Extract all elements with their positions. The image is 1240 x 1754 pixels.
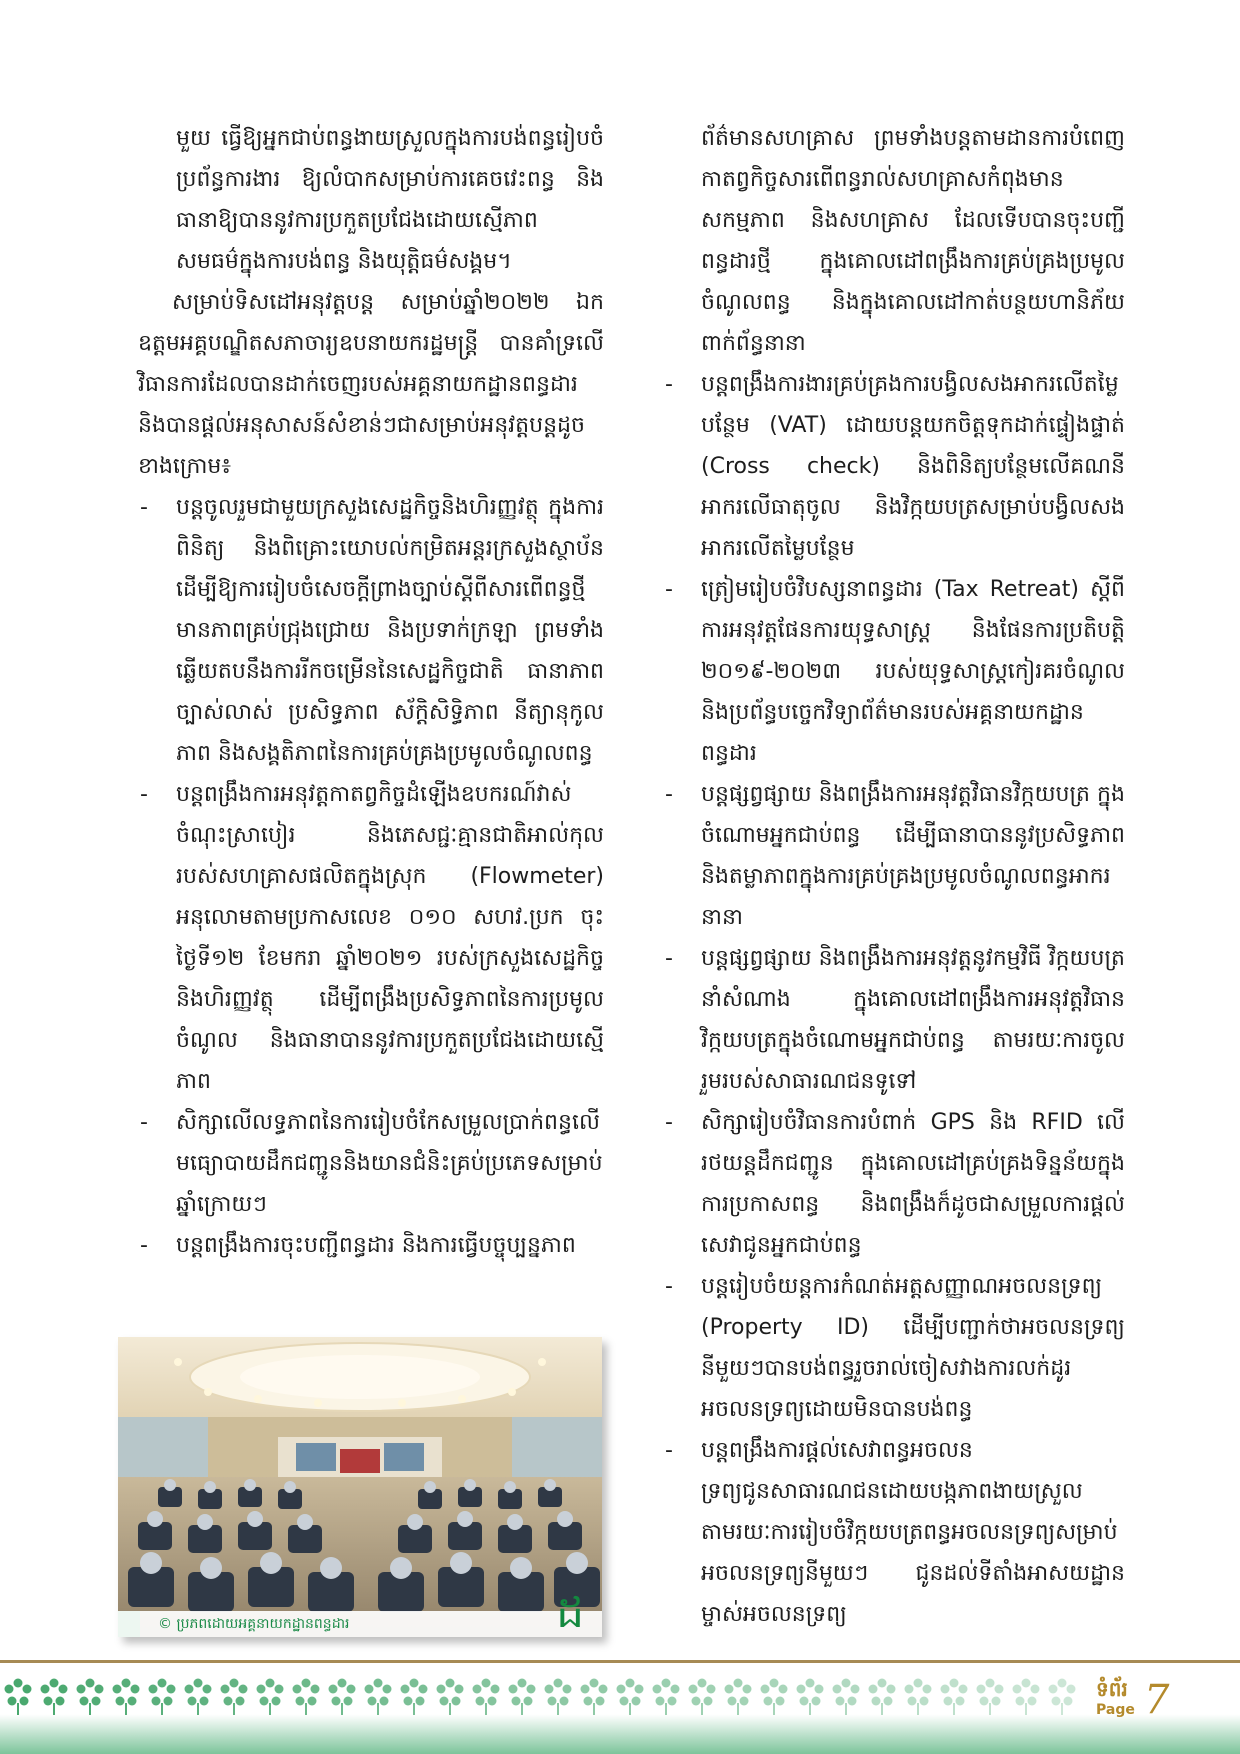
bullet-text: សិក្សាលើលទ្ធភាពនៃការរៀបចំកែសម្រួលប្រាក់ពន្ធលើមធ្យោបាយដឹកជញ្ជូននិងយានជំនិះគ្រប់ប្រភេទសម្រាប់ឆ្នាំក្រោយៗ [176, 1110, 603, 1217]
floral-ornament-icon [833, 1679, 860, 1716]
floral-ornament-icon [473, 1679, 500, 1716]
list-item [138, 774, 604, 1102]
dash-marker: - [665, 1438, 673, 1463]
bullet-text: បន្តចូលរួមជាមួយក្រសួងសេដ្ឋកិច្ចនិងហិរញ្ញវត្ថុ ក្នុងការពិនិត្យ និងពិគ្រោះយោបល់កម្រិតអន្តរក្រសួងស្ថាប័ន ដើម្បីឱ្យការរៀបចំសេចក្តីព្រាងច្បាប់ស្តីពីសារពើពន្ធថ្មី មានភាពគ្រប់ជ្រុងជ្រោយ និងប្រទាក់ក្រឡា ព្រមទាំងឆ្លើយតបនឹងការរីកចម្រើននៃសេដ្ឋកិច្ចជាតិ ធានាភាពច្បាស់លាស់ ប្រសិទ្ធភាព ស័ក្តិសិទ្ធិភាព នីត្យានុកូលភាព និងសង្គតិភាពនៃការគ្រប់គ្រងប្រមូលចំណូលពន្ធ [176, 495, 604, 766]
list-item [663, 1266, 1125, 1430]
bullet-text: សិក្សារៀបចំវិធានការបំពាក់ GPS និង RFID លើរថយន្តដឹកជញ្ជូន ក្នុងគោលដៅគ្រប់គ្រងទិន្នន័យក្នុងការប្រកាសពន្ធ និងពង្រឹងក៏ដូចជាសម្រួលការផ្តល់សេវាជូនអ្នកជាប់ពន្ធ [701, 1110, 1125, 1258]
left-continuation-paragraph: មួយ ធ្វើឱ្យអ្នកជាប់ពន្ធងាយស្រួលក្នុងការបង់ពន្ធរៀបចំប្រព័ន្ធការងារ ឱ្យលំបាកសម្រាប់ការគេចវេះពន្ធ និងធានាឱ្យបាននូវការប្រកួតប្រជែងដោយស្មើភាព សមធម៌ក្នុងការបង់ពន្ធ និងយុត្តិធម៌សង្គម។ [176, 126, 604, 274]
list-item [138, 1225, 604, 1266]
floral-ornament-icon [401, 1679, 428, 1716]
conference-room-illustration [118, 1337, 602, 1637]
left-column [138, 118, 604, 1266]
floral-ornament-icon [941, 1679, 968, 1716]
left-bullet-list [138, 487, 604, 1266]
bullet-text: បន្តពង្រឹងការងារគ្រប់គ្រងការបង្វិលសងអាករលើតម្លៃបន្ថែម (VAT) ដោយបន្តយកចិត្តទុកដាក់ផ្ទៀងផ្ទាត់ (Cross check) និងពិនិត្យបន្ថែមលើគណនីអាករលើធាតុចូល និងវិក្កយបត្រសម្រាប់បង្វិលសងអាករលើតម្លៃបន្ថែម [701, 372, 1125, 561]
floral-ornament-icon [113, 1679, 140, 1716]
list-item [663, 1430, 1125, 1635]
floral-ornament-icon [329, 1679, 356, 1716]
floral-ornament-icon [1049, 1679, 1076, 1716]
floral-ornament-icon [293, 1679, 320, 1716]
floral-ornament-icon [977, 1679, 1004, 1716]
footer-rule [0, 1660, 1240, 1663]
floral-ornament-icon [689, 1679, 716, 1716]
floral-ornament-icon [257, 1679, 284, 1716]
page-number: 7 [1144, 1677, 1170, 1723]
floral-ornament-icon [149, 1679, 176, 1716]
floral-ornament-icon [869, 1679, 896, 1716]
dash-marker: - [140, 782, 148, 807]
bullet-text: បន្តផ្សព្វផ្សាយ និងពង្រឹងការអនុវត្តនូវកម្មវិធី វិក្កយបត្រនាំសំណាង ក្នុងគោលដៅពង្រឹងការអនុវត្តវិធានវិក្កយបត្រក្នុងចំណោមអ្នកជាប់ពន្ធ តាមរយៈការចូលរួមរបស់សាធារណជនទូទៅ [701, 946, 1125, 1094]
floral-ornament-icon [41, 1679, 68, 1716]
photo-caption: © ប្រភពដោយអគ្គនាយកដ្ឋានពន្ធដារ [118, 1611, 602, 1637]
floral-ornament-icon [653, 1679, 680, 1716]
dash-marker: - [665, 372, 673, 397]
floral-ornament-icon [0, 1669, 1080, 1719]
tax-department-logo-icon: ដ [556, 1587, 584, 1637]
bullet-text: បន្តពង្រឹងការចុះបញ្ជីពន្ធដារ និងការធ្វើបច្ចុប្បន្នភាព [176, 1233, 576, 1258]
floral-ornament-icon [509, 1679, 536, 1716]
dash-marker: - [665, 1274, 673, 1299]
page-label-khmer: ទំព័រ [1096, 1677, 1128, 1701]
floral-ornament-icon [725, 1679, 752, 1716]
dash-marker: - [140, 495, 148, 520]
floral-ornament-icon [77, 1679, 104, 1716]
bullet-text: បន្តផ្សព្វផ្សាយ និងពង្រឹងការអនុវត្តវិធានវិក្កយបត្រ ក្នុងចំណោមអ្នកជាប់ពន្ធ ដើម្បីធានាបាននូវប្រសិទ្ធភាព និងតម្លាភាពក្នុងការគ្រប់គ្រងប្រមូលចំណូលពន្ធអាករនានា [701, 782, 1125, 930]
dash-marker: - [665, 577, 673, 602]
list-item [663, 569, 1125, 774]
floral-ornament-icon [185, 1679, 212, 1716]
bullet-text: ត្រៀមរៀបចំវិបស្សនាពន្ធដារ (Tax Retreat) ស្តីពីការអនុវត្តផែនការយុទ្ធសាស្ត្រ និងផែនការប្រតិបត្តិ ២០១៩-២០២៣ របស់យុទ្ធសាស្ត្រកៀរគរចំណូល និងប្រព័ន្ធបច្ចេកវិទ្យាព័ត៌មានរបស់អគ្គនាយកដ្ឋានពន្ធដារ [701, 577, 1125, 766]
floral-ornament-icon [617, 1679, 644, 1716]
floral-ornament-icon [797, 1679, 824, 1716]
floral-ornament-icon [581, 1679, 608, 1716]
list-item [663, 938, 1125, 1102]
floral-ornament-icon [1013, 1679, 1040, 1716]
floral-ornament-icon [905, 1679, 932, 1716]
page-number-block [1096, 1676, 1226, 1736]
list-item [663, 364, 1125, 569]
bullet-text: បន្តពង្រឹងការអនុវត្តកាតព្វកិច្ចដំឡើងឧបករណ៍វាស់ចំណុះស្រាបៀរ និងភេសជ្ជៈគ្មានជាតិអាល់កុលរបស់សហគ្រាសផលិតក្នុងស្រុក (Flowmeter) អនុលោមតាមប្រកាសលេខ ០១០ សហវ.ប្រក ចុះថ្ងៃទី១២ ខែមករា ឆ្នាំ២០២១ របស់ក្រសួងសេដ្ឋកិច្ចនិងហិរញ្ញវត្ថុ ដើម្បីពង្រឹងប្រសិទ្ធភាពនៃការប្រមូលចំណូល និងធានាបាននូវការប្រកួតប្រជែងដោយស្មើភាព [176, 782, 604, 1094]
floral-ornament-icon [5, 1679, 32, 1716]
dash-marker: - [140, 1233, 148, 1258]
floral-ornament-icon [365, 1679, 392, 1716]
floral-ornament-icon [761, 1679, 788, 1716]
right-column [663, 118, 1125, 1635]
dash-marker: - [665, 782, 673, 807]
dash-marker: - [140, 1110, 148, 1135]
page-label: Page [1096, 1702, 1135, 1718]
list-item [663, 774, 1125, 938]
bullet-text: បន្តពង្រឹងការផ្តល់សេវាពន្ធអចលនទ្រព្យជូនសាធារណជនដោយបង្កភាពងាយស្រួលតាមរយៈការរៀបចំវិក្កយបត្រពន្ធអចលនទ្រព្យសម្រាប់អចលនទ្រព្យនីមួយៗ ជូនដល់ទីតាំងអាសយដ្ឋានម្ចាស់អចលនទ្រព្យ [701, 1438, 1125, 1627]
list-item [138, 487, 604, 774]
dash-marker: - [665, 946, 673, 971]
intro-paragraph: សម្រាប់ទិសដៅអនុវត្តបន្ត សម្រាប់ឆ្នាំ២០២២ ឯកឧត្តមអគ្គបណ្ឌិតសភាចារ្យឧបនាយករដ្ឋមន្ត្រី បានគាំទ្រលើវិធានការដែលបានដាក់ចេញរបស់អគ្គនាយកដ្ឋានពន្ធដារ និងបានផ្តល់អនុសាសន៍សំខាន់ៗជាសម្រាប់អនុវត្តបន្តដូចខាងក្រោម៖ [138, 290, 604, 479]
floral-ornament-icon [221, 1679, 248, 1716]
right-continuation-paragraph: ព័ត៌មានសហគ្រាស ព្រមទាំងបន្តតាមដានការបំពេញកាតព្វកិច្ចសារពើពន្ធរាល់សហគ្រាសកំពុងមានសកម្មភាព និងសហគ្រាស ដែលទើបបានចុះបញ្ជីពន្ធដារថ្មី ក្នុងគោលដៅពង្រឹងការគ្រប់គ្រងប្រមូលចំណូលពន្ធ និងក្នុងគោលដៅកាត់បន្ថយហានិភ័យពាក់ព័ន្ធនានា [701, 126, 1125, 356]
floral-ornament-icon [437, 1679, 464, 1716]
list-item [663, 1102, 1125, 1266]
floral-ornament-icon [545, 1679, 572, 1716]
right-bullet-list [663, 364, 1125, 1635]
dash-marker: - [665, 1110, 673, 1135]
conference-photo [118, 1337, 602, 1637]
list-item [138, 1102, 604, 1225]
bullet-text: បន្តរៀបចំយន្តការកំណត់អត្តសញ្ញាណអចលនទ្រព្យ (Property ID) ដើម្បីបញ្ជាក់ថាអចលនទ្រព្យនីមួយៗបានបង់ពន្ធរួចរាល់ចៀសវាងការលក់ដូរអចលនទ្រព្យដោយមិនបានបង់ពន្ធ [701, 1274, 1125, 1422]
